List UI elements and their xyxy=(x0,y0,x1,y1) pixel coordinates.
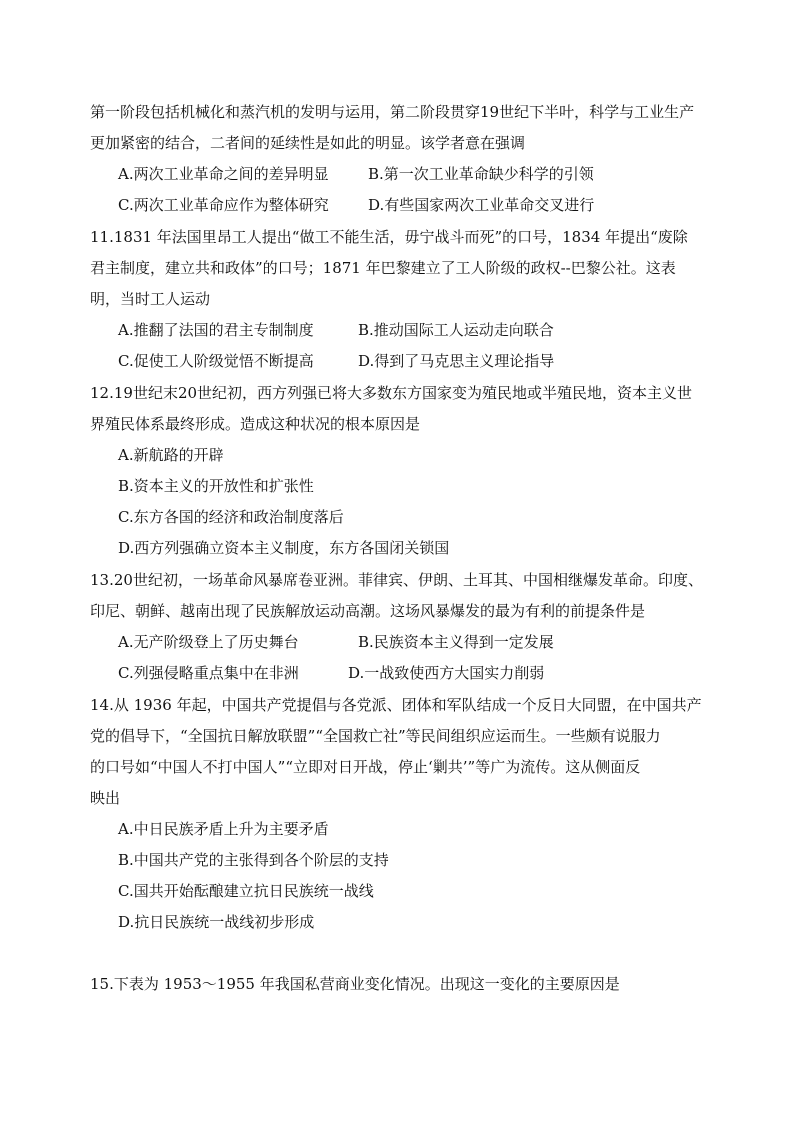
q12-stem-line-2: 界殖民体系最终形成。造成这种状况的根本原因是 xyxy=(90,415,421,433)
q14-stem-line-1: 14.从 1936 年起，中国共产党提倡与各党派、团体和军队结成一个反日大同盟，在中国共产 xyxy=(90,696,702,714)
q10-stem-line-1: 第一阶段包括机械化和蒸汽机的发明与运用，第二阶段贯穿19世纪下半叶，科学与工业生产 xyxy=(90,103,695,121)
q11-option-a: A.推翻了法国的君主专制制度 xyxy=(118,321,314,339)
q13-option-a: A.无产阶级登上了历史舞台 xyxy=(118,633,299,651)
q10-option-a: A.两次工业革命之间的差异明显 xyxy=(118,165,329,183)
q11-stem-line-3: 明，当时工人运动 xyxy=(90,290,211,308)
q11-stem-line-1: 11.1831 年法国里昂工人提出“做工不能生活，毋宁战斗而死”的口号，1834 年提出“废除 xyxy=(90,228,688,246)
q13-option-c: C.列强侵略重点集中在非洲 xyxy=(118,664,299,682)
q12-option-c: C.东方各国的经济和政治制度落后 xyxy=(118,508,344,526)
q13-option-d: D.一战致使西方大国实力削弱 xyxy=(348,664,545,682)
q14-option-b: B.中国共产党的主张得到各个阶层的支持 xyxy=(118,851,389,869)
q12-stem-line-1: 12.19世纪末20世纪初，西方列强已将大多数东方国家变为殖民地或半殖民地，资本主义世 xyxy=(90,384,693,402)
q13-stem-line-1: 13.20世纪初，一场革命风暴席卷亚洲。菲律宾、伊朗、土耳其、中国相继爆发革命。印度、 xyxy=(90,571,703,589)
q13-option-b: B.民族资本主义得到一定发展 xyxy=(358,633,554,651)
q11-option-d: D.得到了马克思主义理论指导 xyxy=(358,352,555,370)
q14-stem-line-2: 党的倡导下，“全国抗日解放联盟”“全国救亡社”等民间组织应运而生。一些颇有说服力 xyxy=(90,727,661,745)
q12-option-d: D.西方列强确立资本主义制度，东方各国闭关锁国 xyxy=(118,539,450,557)
q10-stem-line-2: 更加紧密的结合，二者间的延续性是如此的明显。该学者意在强调 xyxy=(90,134,526,152)
q15-stem-line-1: 15.下表为 1953～1955 年我国私营商业变化情况。出现这一变化的主要原因是 xyxy=(90,975,620,993)
q10-option-c: C.两次工业革命应作为整体研究 xyxy=(118,196,329,214)
q14-option-c: C.国共开始酝酿建立抗日民族统一战线 xyxy=(118,882,374,900)
q12-option-b: B.资本主义的开放性和扩张性 xyxy=(118,477,314,495)
q13-stem-line-2: 印尼、朝鲜、越南出现了民族解放运动高潮。这场风暴爆发的最为有利的前提条件是 xyxy=(90,602,646,620)
q10-option-b: B.第一次工业革命缺少科学的引领 xyxy=(368,165,594,183)
q14-option-a: A.中日民族矛盾上升为主要矛盾 xyxy=(118,820,329,838)
q11-option-c: C.促使工人阶级觉悟不断提高 xyxy=(118,352,314,370)
q14-stem-line-3: 的口号如“中国人不打中国人”“立即对日开战，停止‘剿共’”等广为流传。这从侧面反 xyxy=(90,758,641,776)
q11-stem-line-2: 君主制度，建立共和政体”的口号；1871 年巴黎建立了工人阶级的政权--巴黎公社。这表 xyxy=(90,259,676,277)
q11-option-b: B.推动国际工人运动走向联合 xyxy=(358,321,554,339)
q14-stem-line-4: 映出 xyxy=(90,789,121,807)
q12-option-a: A.新航路的开辟 xyxy=(118,446,224,464)
q10-option-d: D.有些国家两次工业革命交叉进行 xyxy=(368,196,595,214)
q14-option-d: D.抗日民族统一战线初步形成 xyxy=(118,913,315,931)
